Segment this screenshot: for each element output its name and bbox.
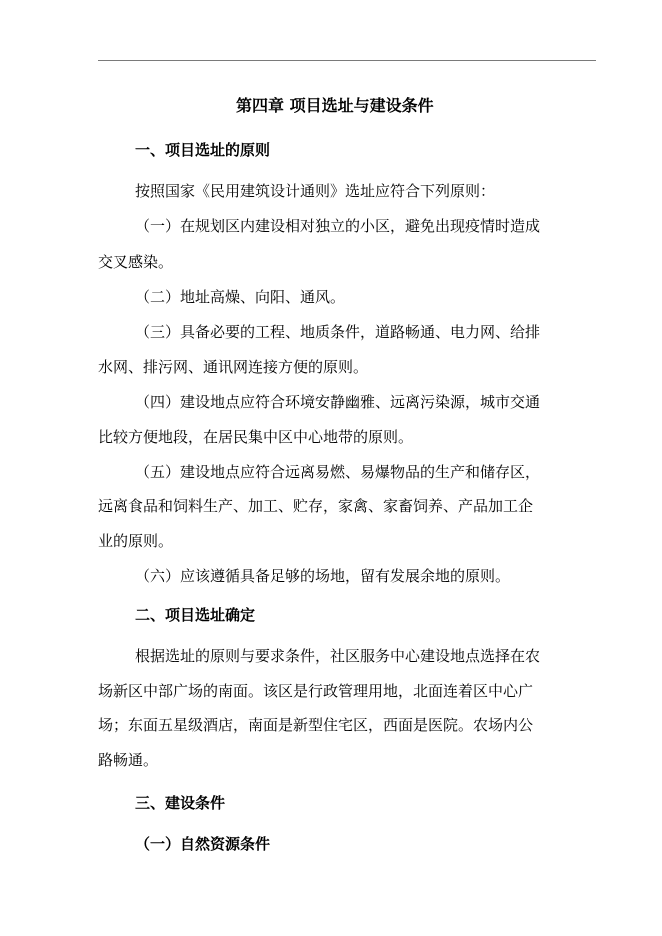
site-paragraph-line3: 场；东面五星级酒店，南面是新型住宅区，西面是医院。农场内公 (98, 716, 534, 734)
principle-4-line1: （四）建设地点应符合环境安静幽雅、远离污染源，城市交通 (135, 393, 541, 411)
principle-5-line2: 远离食品和饲料生产、加工、贮存，家禽、家畜饲养、产品加工企 (98, 497, 534, 515)
principle-5-line3: 业的原则。 (98, 532, 174, 550)
site-paragraph-line2: 场新区中部广场的南面。该区是行政管理用地，北面连着区中心广 (98, 682, 534, 700)
header-rule (98, 60, 596, 61)
site-paragraph-line1: 根据选址的原则与要求条件，社区服务中心建设地点选择在农 (135, 647, 541, 665)
section-heading-1: 一、项目选址的原则 (135, 141, 271, 159)
chapter-title: 第四章 项目选址与建设条件 (236, 96, 434, 115)
site-paragraph-line4: 路畅通。 (98, 751, 159, 769)
section-1-intro: 按照国家《民用建筑设计通则》选址应符合下列原则： (135, 182, 496, 200)
principle-5-line1: （五）建设地点应符合远离易燃、易爆物品的生产和储存区， (135, 463, 541, 481)
principle-3-line1: （三）具备必要的工程、地质条件，道路畅通、电力网、给排 (135, 323, 541, 341)
principle-4-line2: 比较方便地段，在居民集中区中心地带的原则。 (98, 428, 414, 446)
principle-3-line2: 水网、排污网、通讯网连接方便的原则。 (98, 358, 369, 376)
section-heading-3: 三、建设条件 (135, 794, 226, 812)
subsection-heading-natural-resources: （一）自然资源条件 (135, 835, 271, 853)
principle-6: （六）应该遵循具备足够的场地，留有发展余地的原则。 (135, 567, 511, 585)
section-heading-2: 二、项目选址确定 (135, 606, 256, 624)
principle-2: （二）地址高燥、向阳、通风。 (135, 288, 346, 306)
principle-1-line2: 交叉感染。 (98, 253, 174, 271)
principle-1-line1: （一）在规划区内建设相对独立的小区，避免出现疫情时造成 (135, 217, 541, 235)
